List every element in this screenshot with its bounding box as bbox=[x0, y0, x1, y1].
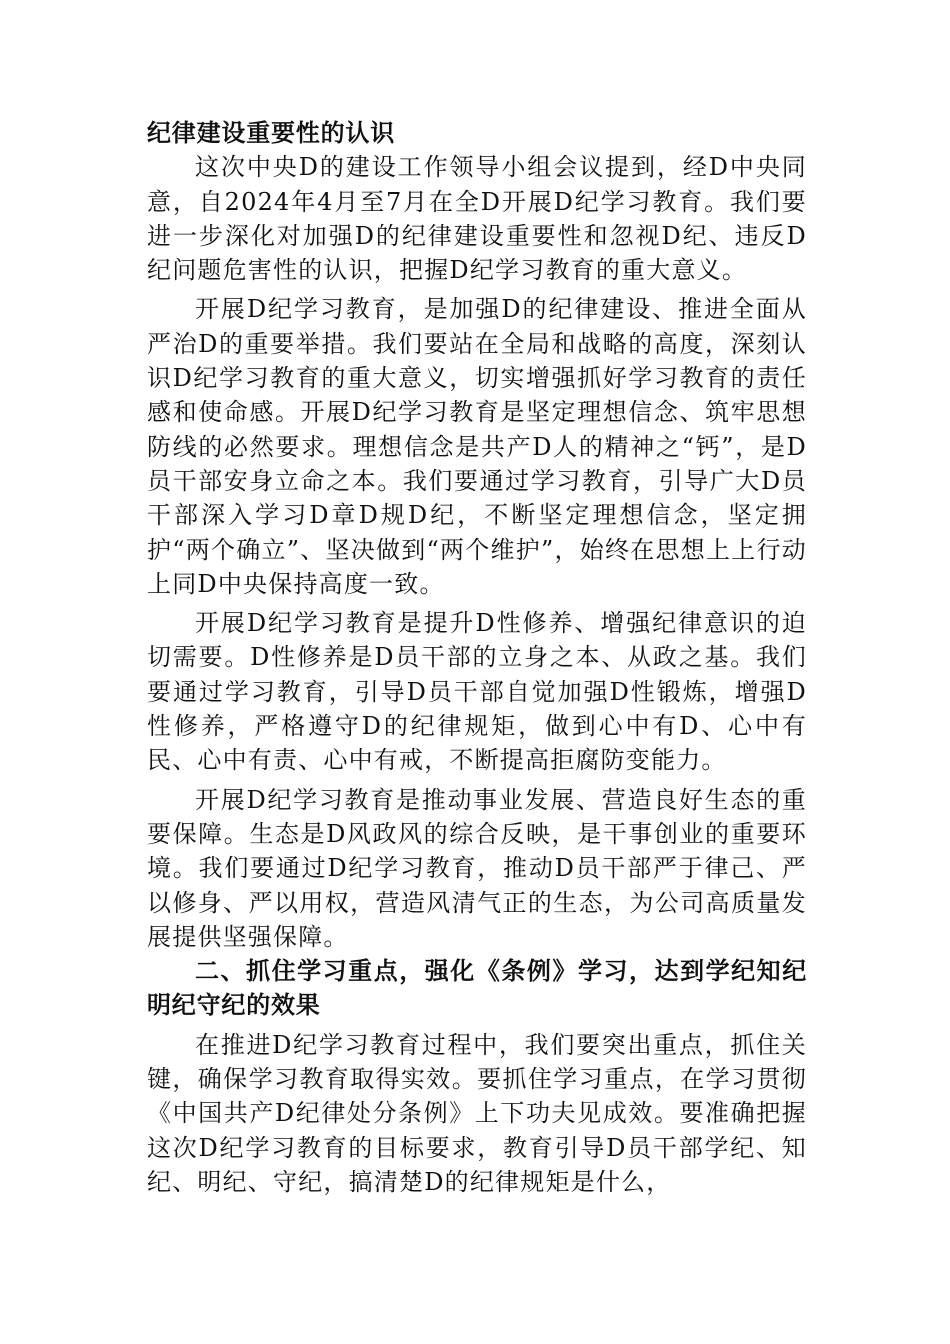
section-one-heading-continuation: 纪律建设重要性的认识 bbox=[147, 119, 395, 147]
paragraph: 开展D纪学习教育，是加强D的纪律建设、推进全面从严治D的重要举措。我们要站在全局和战略的高度，深刻认识D纪学习教育的重大意义，切实增强抓好学习教育的责任感和使命感。开展D纪学习教育是坚定理想信念、筑牢思想防线的必然要求。理想信念是共产D人的精神之“钙”，是D员干部安身立命之本。我们要通过学习教育，引导广大D员干部深入学习D章D规D纪，不断坚定理想信念，坚定拥护“两个确立”、坚决做到“两个维护”，始终在思想上上行动上同D中央保持高度一致。 bbox=[147, 295, 807, 598]
paragraph: 在推进D纪学习教育过程中，我们要突出重点，抓住关键，确保学习教育取得实效。要抓住学习重点，在学习贯彻《中国共产D纪律处分条例》上下功夫见成效。要准确把握这次D纪学习教育的目标要求，教育引导D员干部学纪、知纪、明纪、守纪，搞清楚D的纪律规矩是什么， bbox=[147, 1030, 807, 1196]
section-two-heading: 二、抓住学习重点，强化《条例》学习，达到学纪知纪明纪守纪的效果 bbox=[147, 957, 807, 1020]
paragraph: 开展D纪学习教育是提升D性修养、增强纪律意识的迫切需要。D性修养是D员干部的立身之本、从政之基。我们要通过学习教育，引导D员干部自觉加强D性锻炼，增强D性修养，严格遵守D的纪律规矩，做到心中有D、心中有民、心中有责、心中有戒，不断提高拒腐防变能力。 bbox=[147, 609, 807, 775]
document-page bbox=[147, 116, 807, 1199]
paragraph: 这次中央D的建设工作领导小组会议提到，经D中央同意，自2024年4月至7月在全D开展D纪学习教育。我们要进一步深化对加强D的纪律建设重要性和忽视D纪、违反D纪问题危害性的认识，把握D纪学习教育的重大意义。 bbox=[147, 153, 807, 285]
paragraph: 开展D纪学习教育是推动事业发展、营造良好生态的重要保障。生态是D风政风的综合反映，是干事创业的重要环境。我们要通过D纪学习教育，推动D员干部严于律己、严以修身、严以用权，营造风清气正的生态，为公司高质量发展提供坚强保障。 bbox=[147, 785, 807, 951]
